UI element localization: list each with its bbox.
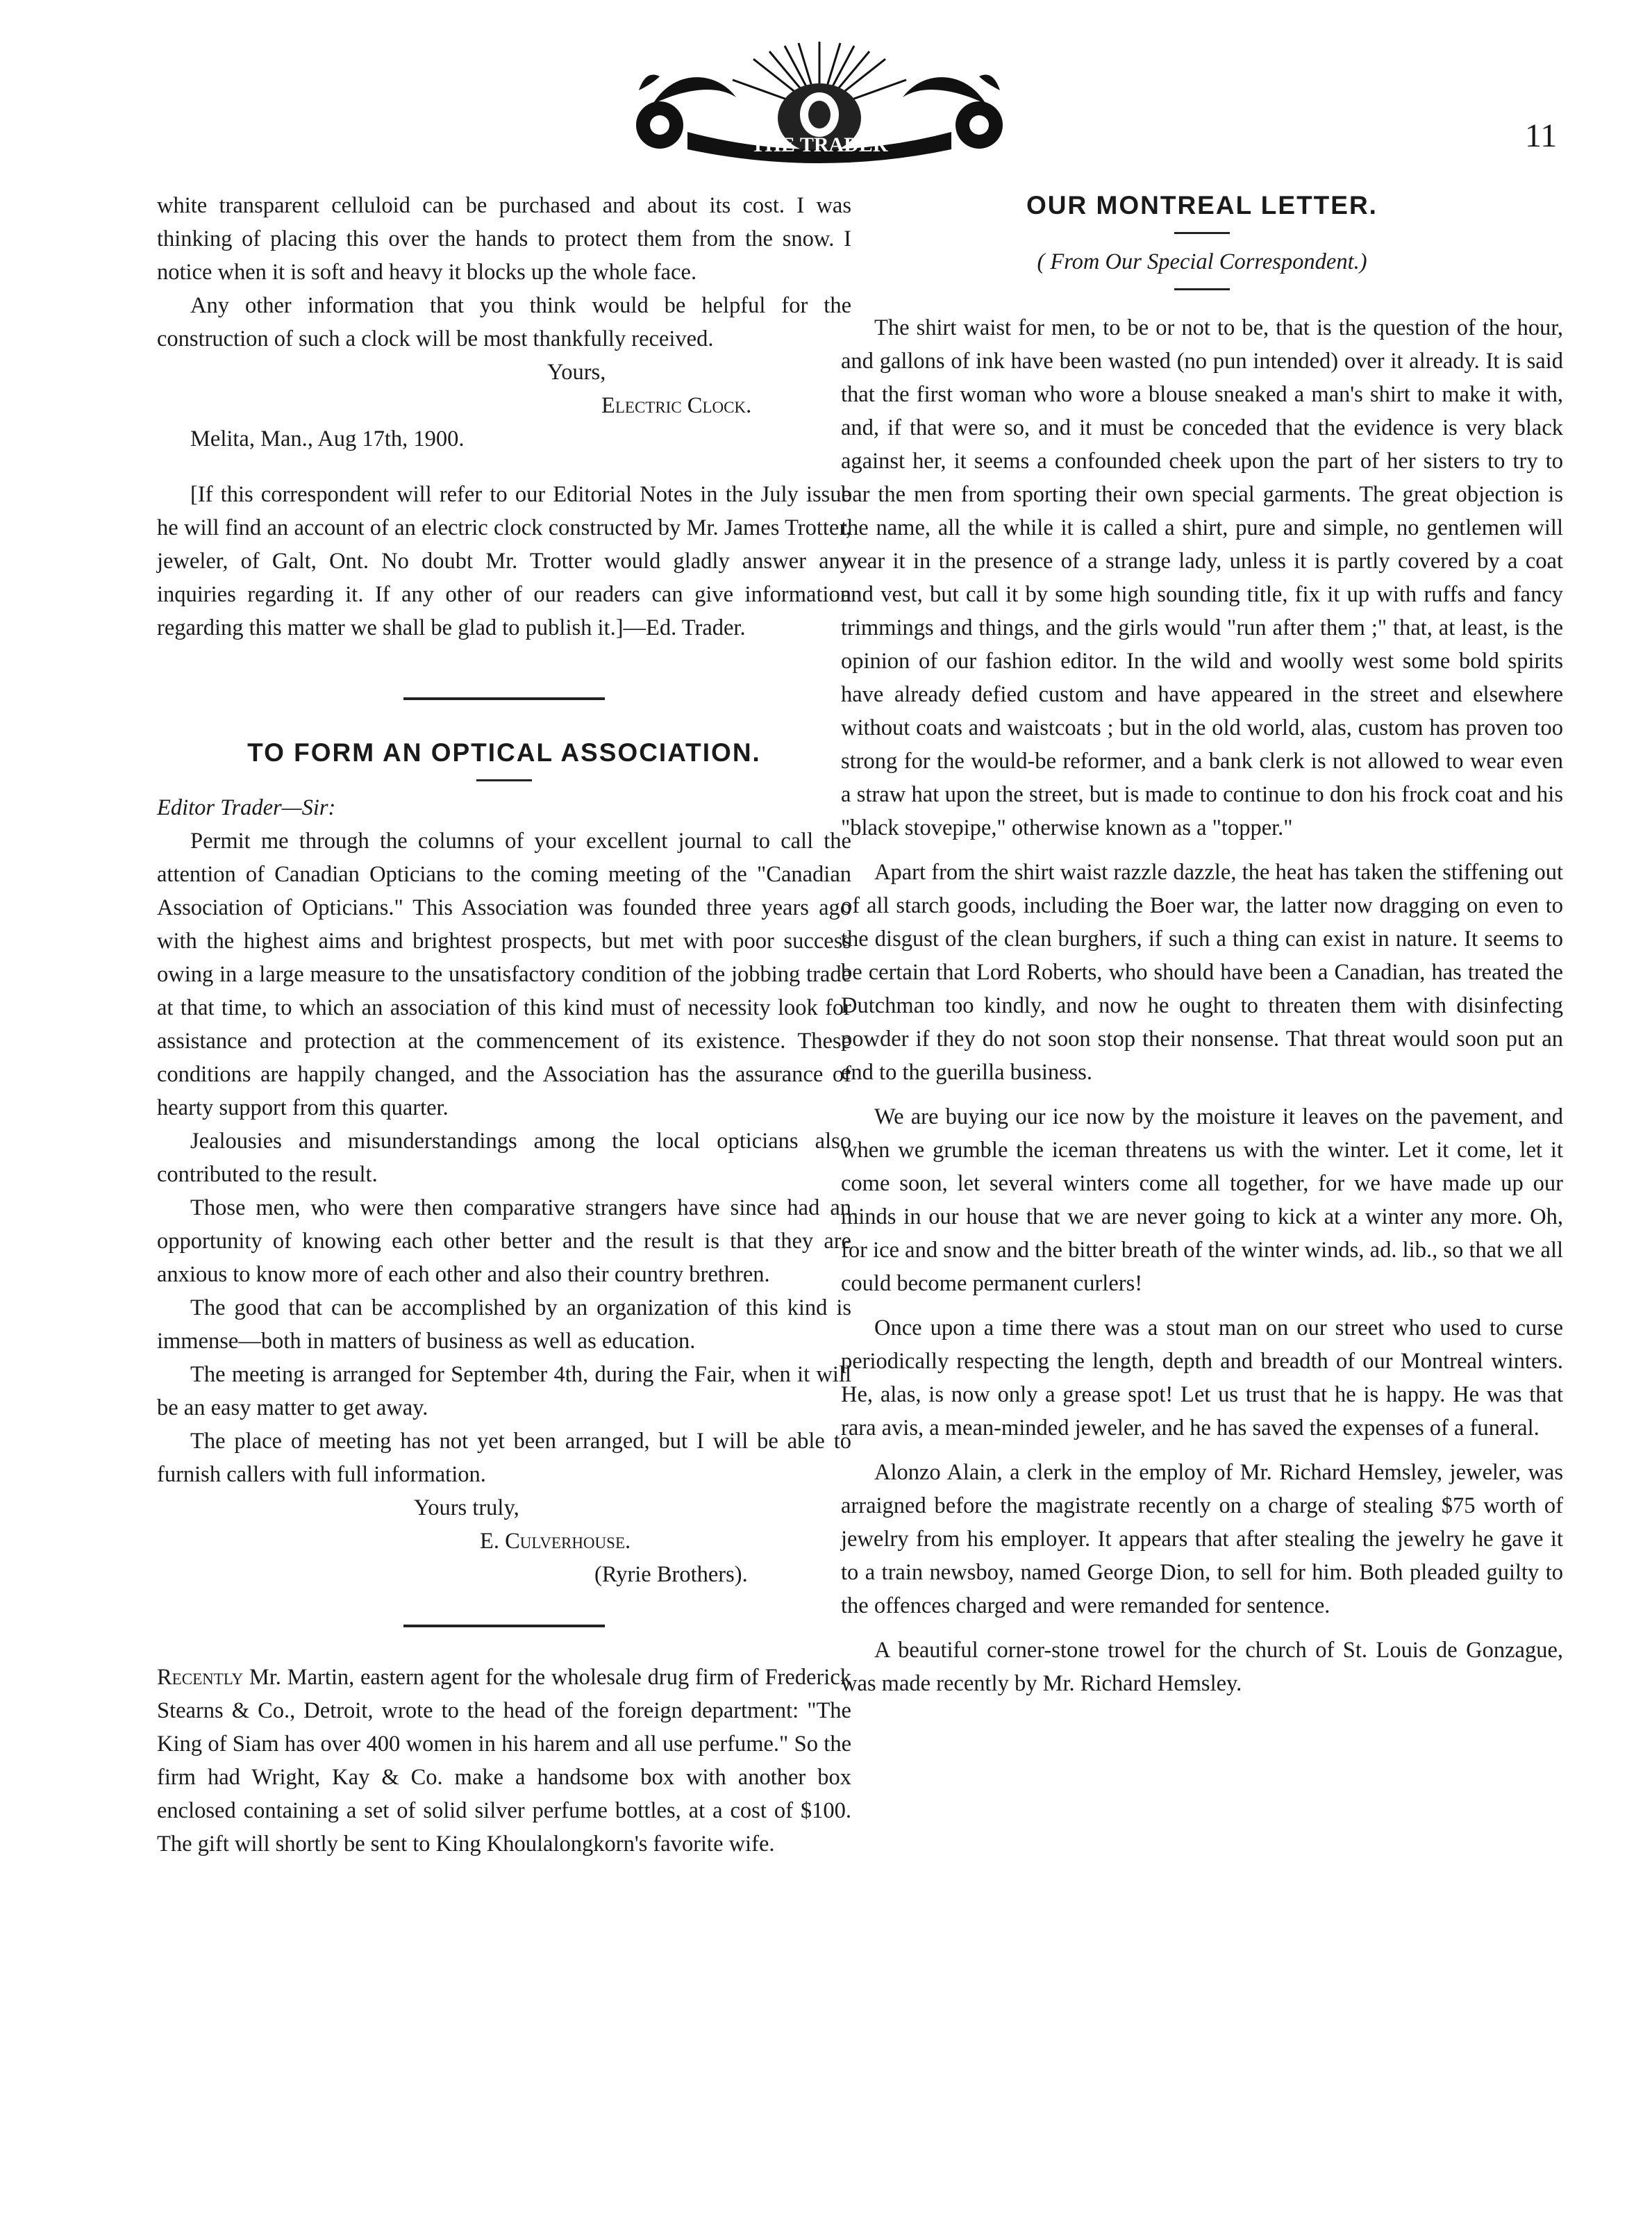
article-title: OUR MONTREAL LETTER. (1026, 191, 1378, 219)
article-paragraph: Permit me through the columns of your excellent journal to call the attention of Canadian Opticians to the coming meeting of the "Canadian Association of Opticians." This Association was founded three years ago with the highest aims and brightest prospects, but met with poor success owing in a large measure to the unsatisfactory condition of the jobbing trade at that time, to which an association of this kind must of necessity look for assistance and protection at the commencement of its existence. These conditions are happily changed, and the Association has the assurance of hearty support from this quarter. (157, 829, 851, 1120)
letter-paragraph: white transparent celluloid can be purchased and about its cost. I was thinking of placing this over the hands to protect them from the snow. I notice when it is soft and heavy it blocks up the whole face. (157, 193, 851, 285)
letter-signature: Electric Clock. (601, 393, 752, 418)
news-item-lead: Recently (157, 1665, 244, 1690)
subtitle-rule (1174, 288, 1230, 290)
article-salutation: Editor Trader—Sir: (157, 795, 336, 820)
right-column (841, 189, 1563, 1700)
masthead-logo-text: THE TRADER (751, 133, 888, 156)
article-paragraph: Once upon a time there was a stout man on our street who used to curse periodically respecting the length, depth and breadth of our Montreal winters. He, alas, is now only a grease spot! Let us trust that he is happy. He was that rara avis, a mean-minded jeweler, and he has saved the expenses of a funeral. (841, 1315, 1563, 1440)
article-paragraph: A beautiful corner-stone trowel for the church of St. Louis de Gonzague, was made recently by Mr. Richard Hemsley. (841, 1638, 1563, 1696)
letter-place-date: Melita, Man., Aug 17th, 1900. (190, 426, 465, 451)
article-closing: Yours truly, (414, 1495, 519, 1520)
letter-closing: Yours, (547, 360, 606, 385)
article-affiliation: (Ryrie Brothers). (594, 1562, 748, 1587)
letter-paragraph: Any other information that you think would be helpful for the construction of such a clock will be most thankfully received. (157, 293, 851, 351)
page-number: 11 (1525, 117, 1558, 154)
article-signature: E. Culverhouse. (480, 1529, 631, 1554)
article-paragraph: Apart from the shirt waist razzle dazzle, the heat has taken the stiffening out of all starch goods, including the Boer war, the latter now dragging on even to the disgust of the clean burghers, if such a thing can exist in nature. It seems to be certain that Lord Roberts, who should have been a Canadian, has treated the Dutchman too kindly, and now he ought to threaten them with disinfecting powder if they do not soon stop their nonsense. That threat would soon put an end to the guerilla business. (841, 860, 1563, 1085)
editor-note: [If this correspondent will refer to our Editorial Notes in the July issue he will find an account of an electric clock constructed by Mr. James Trotter, jeweler, of Galt, Ont. No doubt Mr. Trotter would gladly answer any inquiries regarding it. If any other of our readers can give information regarding this matter we shall be glad to publish it.]—Ed. Trader. (157, 482, 851, 640)
article-title: TO FORM AN OPTICAL ASSOCIATION. (247, 738, 761, 767)
article-paragraph: The place of meeting has not yet been arranged, but I will be able to furnish callers with full information. (157, 1429, 851, 1487)
article-paragraph: Jealousies and misunderstandings among the local opticians also contributed to the result. (157, 1129, 851, 1187)
article-subtitle: ( From Our Special Correspondent.) (1037, 249, 1367, 274)
title-rule (1174, 232, 1230, 234)
news-item (157, 1661, 851, 1861)
masthead-logo (611, 28, 1028, 167)
article-paragraph: Those men, who were then comparative strangers have since had an opportunity of knowing each other better and the result is that they are anxious to know more of each other and also their country brethren. (157, 1195, 851, 1287)
article-paragraph: Alonzo Alain, a clerk in the employ of Mr. Richard Hemsley, jeweler, was arraigned before the magistrate recently on a charge of stealing $75 worth of jewelry from his employer. It appears that after stealing the jewelry he gave it to a train newsboy, named George Dion, to sell for him. Both pleaded guilty to the offences charged and were remanded for sentence. (841, 1460, 1563, 1618)
title-rule (476, 779, 532, 781)
news-item-text: Mr. Martin, eastern agent for the wholesale drug firm of Frederick Stearns & Co., Detroit, wrote to the head of the foreign department: "The King of Siam has over 400 women in his harem and all use perfume." So the firm had Wright, Kay & Co. make a handsome box with another box enclosed containing a set of solid silver perfume bottles, at a cost of $100. The gift will shortly be sent to King Khoulalongkorn's favorite wife. (157, 1665, 851, 1857)
article-paragraph: The good that can be accomplished by an organization of this kind is immense—both in matters of business as well as education. (157, 1295, 851, 1354)
article-paragraph: The shirt waist for men, to be or not to be, that is the question of the hour, and gallons of ink have been wasted (no pun intended) over it already. It is said that the first woman who wore a blouse sneaked a man's shirt to make it with, and, if that were so, and it must be conceded that the evidence is very black against her, it seems a confounded cheek upon the part of her sisters to try to bar the men from sporting their own special garments. The great objection is the name, all the while it is called a shirt, pure and simple, no gentlemen will wear it in the presence of a strange lady, unless it is partly covered by a coat and vest, but call it by some high sounding title, fix it up with ruffs and fancy trimmings and things, and the girls would "run after them ;" that, at least, is the opinion of our fashion editor. In the wild and woolly west some bold spirits have already defied custom and have appeared in the street and elsewhere without coats and waistcoats ; but in the old world, alas, custom has proven too strong for the would-be reformer, and a bank clerk is not allowed to wear even a straw hat upon the street, but is made to continue to don his frock coat and his "black stovepipe," otherwise known as a "topper." (841, 315, 1563, 840)
left-column (157, 189, 851, 1861)
article-paragraph: The meeting is arranged for September 4th, during the Fair, when it will be an easy matter to get away. (157, 1362, 851, 1420)
article-paragraph: We are buying our ice now by the moisture it leaves on the pavement, and when we grumble the iceman threatens us with the winter. Let it come, let it come soon, let several winters come all together, for we have made up our minds in our house that we are never going to kick at a winter any more. Oh, for ice and snow and the bitter breath of the winter winds, ad. lib., so that we all could become permanent curlers! (841, 1104, 1563, 1296)
